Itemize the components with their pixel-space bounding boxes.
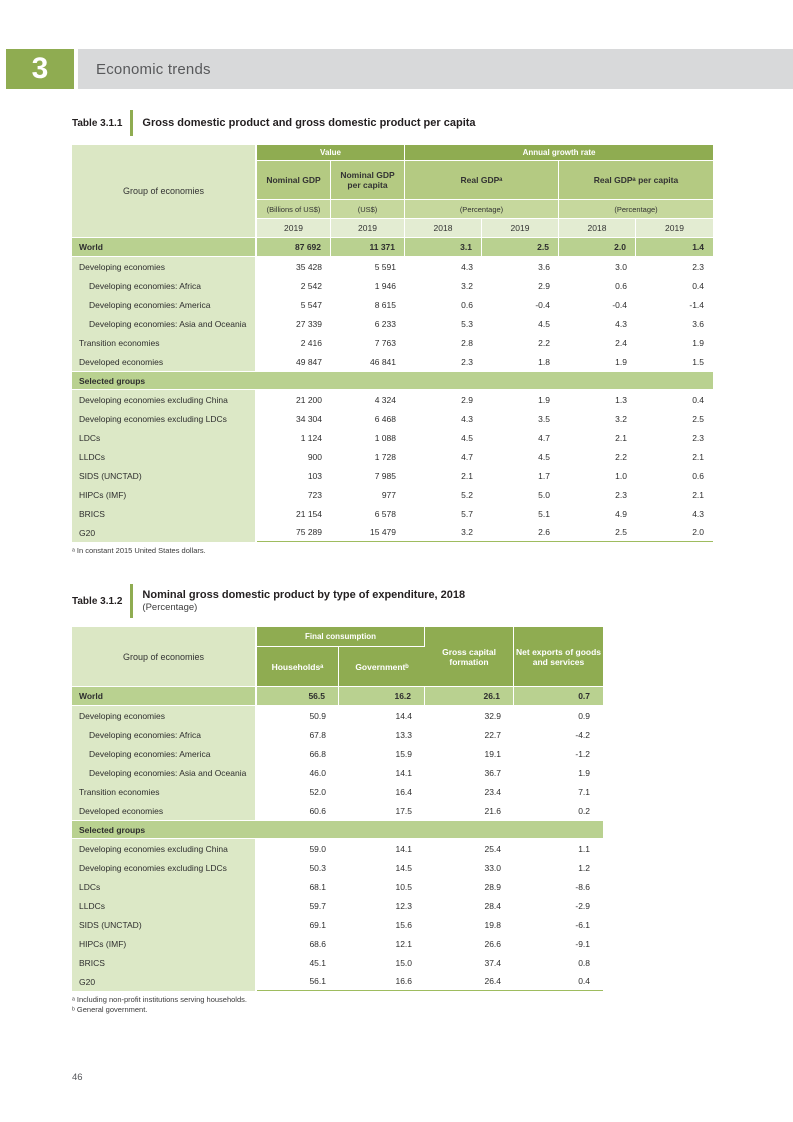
row-label: BRICS xyxy=(72,953,257,972)
data-row xyxy=(72,972,603,991)
cell-value: 50.3 xyxy=(257,858,339,877)
cell-value: 60.6 xyxy=(257,801,339,820)
data-row xyxy=(72,523,713,542)
col-nominal-gdp-per-capita: Nominal GDP per capita xyxy=(331,161,405,200)
cell-value: 4.7 xyxy=(482,428,559,447)
data-row xyxy=(72,744,603,763)
row-label: SIDS (UNCTAD) xyxy=(72,915,257,934)
cell-value: 26.6 xyxy=(425,934,514,953)
cell-value: -9.1 xyxy=(514,934,603,953)
cell-value: 4.3 xyxy=(559,314,636,333)
cell-value: 0.9 xyxy=(514,706,603,725)
cell-value: 13.3 xyxy=(339,725,425,744)
data-row xyxy=(72,333,713,352)
data-row xyxy=(72,409,713,428)
row-label: Developed economies xyxy=(72,352,257,371)
cell-value: 8 615 xyxy=(331,295,405,314)
value-group-header: Value xyxy=(257,145,405,161)
cell-value: 5.7 xyxy=(405,504,482,523)
data-row xyxy=(72,390,713,409)
cell-value: 14.1 xyxy=(339,839,425,858)
section-header-label: Selected groups xyxy=(72,371,713,390)
cell-value: 2.0 xyxy=(559,238,636,257)
data-row xyxy=(72,447,713,466)
col-real-gdp: Real GDPᵃ xyxy=(405,161,559,200)
cell-value: 0.7 xyxy=(514,687,603,706)
cell-value: 46 841 xyxy=(331,352,405,371)
row-label: Developing economies excluding LDCs xyxy=(72,858,257,877)
cell-value: 1.1 xyxy=(514,839,603,858)
cell-value: 21 200 xyxy=(257,390,331,409)
total-row xyxy=(72,238,713,257)
col-nominal-gdp: Nominal GDP xyxy=(257,161,331,200)
cell-value: 1.9 xyxy=(482,390,559,409)
cell-value: 2 542 xyxy=(257,276,331,295)
table-311-footnotes xyxy=(72,546,713,556)
growth-group-header: Annual growth rate xyxy=(405,145,713,161)
page-number: 46 xyxy=(72,1072,83,1083)
cell-value: -4.2 xyxy=(514,725,603,744)
cell-value: -1.2 xyxy=(514,744,603,763)
cell-value: 68.1 xyxy=(257,877,339,896)
row-label: Developing economies excluding LDCs xyxy=(72,409,257,428)
cell-value: 17.5 xyxy=(339,801,425,820)
cell-value: 2.5 xyxy=(636,409,713,428)
data-row xyxy=(72,485,713,504)
cell-value: 1.2 xyxy=(514,858,603,877)
cell-value: 3.0 xyxy=(559,257,636,276)
data-row xyxy=(72,466,713,485)
cell-value: 1.9 xyxy=(514,763,603,782)
row-label: Developing economies: Africa xyxy=(72,276,257,295)
cell-value: 2.2 xyxy=(559,447,636,466)
cell-value: 0.8 xyxy=(514,953,603,972)
cell-value: 6 578 xyxy=(331,504,405,523)
cell-value: 723 xyxy=(257,485,331,504)
cell-value: 36.7 xyxy=(425,763,514,782)
cell-value: 2.5 xyxy=(482,238,559,257)
cell-value: 37.4 xyxy=(425,953,514,972)
row-label: Developing economies: Asia and Oceania xyxy=(72,763,257,782)
cell-value: 35 428 xyxy=(257,257,331,276)
row-label: Developing economies: Asia and Oceania xyxy=(72,314,257,333)
cell-value: 68.6 xyxy=(257,934,339,953)
cell-value: 900 xyxy=(257,447,331,466)
row-label: Developing economies excluding China xyxy=(72,390,257,409)
cell-value: -1.4 xyxy=(636,295,713,314)
cell-value: 1 088 xyxy=(331,428,405,447)
col-real-gdp-per-capita: Real GDPᵃ per capita xyxy=(559,161,713,200)
cell-value: 0.4 xyxy=(514,972,603,991)
cell-value: 19.8 xyxy=(425,915,514,934)
cell-value: 16.4 xyxy=(339,782,425,801)
caption-divider xyxy=(130,584,133,618)
unit-usd: (US$) xyxy=(331,200,405,219)
year-header: 2019 xyxy=(482,219,559,238)
cell-value: 6 233 xyxy=(331,314,405,333)
data-row xyxy=(72,276,713,295)
total-row xyxy=(72,687,603,706)
cell-value: 3.5 xyxy=(482,409,559,428)
cell-value: 1 728 xyxy=(331,447,405,466)
data-row xyxy=(72,858,603,877)
cell-value: 5.3 xyxy=(405,314,482,333)
row-label: Developing economies: America xyxy=(72,744,257,763)
cell-value: 33.0 xyxy=(425,858,514,877)
cell-value: 2 416 xyxy=(257,333,331,352)
cell-value: 1.9 xyxy=(636,333,713,352)
table-311-caption xyxy=(72,110,713,136)
cell-value: 4.3 xyxy=(405,409,482,428)
cell-value: 5.0 xyxy=(482,485,559,504)
cell-value: 28.4 xyxy=(425,896,514,915)
cell-value: 1.7 xyxy=(482,466,559,485)
cell-value: 5 547 xyxy=(257,295,331,314)
cell-value: 28.9 xyxy=(425,877,514,896)
cell-value: 4.5 xyxy=(482,447,559,466)
data-row xyxy=(72,295,713,314)
cell-value: 25.4 xyxy=(425,839,514,858)
row-label: Developing economies excluding China xyxy=(72,839,257,858)
cell-value: 3.2 xyxy=(405,276,482,295)
table-gdp-expenditure xyxy=(72,627,603,991)
cell-value: 0.6 xyxy=(559,276,636,295)
cell-value: 2.8 xyxy=(405,333,482,352)
cell-value: 4.5 xyxy=(405,428,482,447)
cell-value: 2.4 xyxy=(559,333,636,352)
row-label: G20 xyxy=(72,972,257,991)
row-label: Developed economies xyxy=(72,801,257,820)
row-label: World xyxy=(72,238,257,257)
row-label: Developing economies: Africa xyxy=(72,725,257,744)
unit-percentage: (Percentage) xyxy=(559,200,713,219)
table-312-label: Table 3.1.2 xyxy=(72,595,123,607)
row-label: Transition economies xyxy=(72,782,257,801)
cell-value: 2.3 xyxy=(559,485,636,504)
row-label: SIDS (UNCTAD) xyxy=(72,466,257,485)
table-312-block xyxy=(72,584,603,1015)
cell-value: 3.6 xyxy=(482,257,559,276)
row-label: LLDCs xyxy=(72,896,257,915)
cell-value: -0.4 xyxy=(559,295,636,314)
cell-value: 5 591 xyxy=(331,257,405,276)
cell-value: 6 468 xyxy=(331,409,405,428)
cell-value: 1.4 xyxy=(636,238,713,257)
cell-value: 5.1 xyxy=(482,504,559,523)
cell-value: 26.1 xyxy=(425,687,514,706)
chapter-number: 3 xyxy=(6,49,74,89)
cell-value: 3.1 xyxy=(405,238,482,257)
row-label: LDCs xyxy=(72,877,257,896)
cell-value: 2.9 xyxy=(405,390,482,409)
footnote: ᵃ In constant 2015 United States dollars. xyxy=(72,546,206,555)
group-of-economies-header: Group of economies xyxy=(72,627,257,687)
cell-value: 15.9 xyxy=(339,744,425,763)
group-of-economies-header: Group of economies xyxy=(72,145,257,238)
cell-value: 0.4 xyxy=(636,390,713,409)
data-row xyxy=(72,352,713,371)
cell-value: 14.1 xyxy=(339,763,425,782)
cell-value: 1 124 xyxy=(257,428,331,447)
cell-value: 87 692 xyxy=(257,238,331,257)
cell-value: 7.1 xyxy=(514,782,603,801)
cell-value: 12.3 xyxy=(339,896,425,915)
cell-value: 4.7 xyxy=(405,447,482,466)
cell-value: 1.5 xyxy=(636,352,713,371)
cell-value: 0.6 xyxy=(405,295,482,314)
cell-value: 3.2 xyxy=(405,523,482,542)
year-header: 2019 xyxy=(636,219,713,238)
row-label: Transition economies xyxy=(72,333,257,352)
row-label: World xyxy=(72,687,257,706)
cell-value: 2.9 xyxy=(482,276,559,295)
final-consumption-group-header: Final consumption xyxy=(257,627,425,647)
cell-value: 0.6 xyxy=(636,466,713,485)
cell-value: 2.3 xyxy=(405,352,482,371)
cell-value: 2.0 xyxy=(636,523,713,542)
unit-percentage: (Percentage) xyxy=(405,200,559,219)
cell-value: 11 371 xyxy=(331,238,405,257)
data-row xyxy=(72,725,603,744)
cell-value: 4.3 xyxy=(405,257,482,276)
table-312-title: Nominal gross domestic product by type of expenditure, 2018 xyxy=(142,589,466,601)
cell-value: 45.1 xyxy=(257,953,339,972)
row-label: LDCs xyxy=(72,428,257,447)
data-row xyxy=(72,953,603,972)
cell-value: 23.4 xyxy=(425,782,514,801)
unit-billions-usd: (Billions of US$) xyxy=(257,200,331,219)
table-311-label: Table 3.1.1 xyxy=(72,117,123,129)
cell-value: 977 xyxy=(331,485,405,504)
cell-value: 56.5 xyxy=(257,687,339,706)
cell-value: -0.4 xyxy=(482,295,559,314)
cell-value: 50.9 xyxy=(257,706,339,725)
cell-value: -2.9 xyxy=(514,896,603,915)
cell-value: 75 289 xyxy=(257,523,331,542)
section-header-label: Selected groups xyxy=(72,820,603,839)
cell-value: 66.8 xyxy=(257,744,339,763)
cell-value: 69.1 xyxy=(257,915,339,934)
section-row xyxy=(72,371,713,390)
year-header: 2018 xyxy=(559,219,636,238)
cell-value: 1 946 xyxy=(331,276,405,295)
col-households: Householdsᵃ xyxy=(257,647,339,687)
cell-value: 5.2 xyxy=(405,485,482,504)
table-312-footnotes xyxy=(72,995,603,1015)
data-row xyxy=(72,428,713,447)
cell-value: 1.3 xyxy=(559,390,636,409)
cell-value: 1.0 xyxy=(559,466,636,485)
year-header: 2019 xyxy=(331,219,405,238)
cell-value: 7 985 xyxy=(331,466,405,485)
cell-value: 4 324 xyxy=(331,390,405,409)
cell-value: 14.5 xyxy=(339,858,425,877)
row-label: G20 xyxy=(72,523,257,542)
cell-value: 22.7 xyxy=(425,725,514,744)
cell-value: -6.1 xyxy=(514,915,603,934)
row-label: BRICS xyxy=(72,504,257,523)
cell-value: 2.1 xyxy=(636,447,713,466)
cell-value: 15 479 xyxy=(331,523,405,542)
data-row xyxy=(72,257,713,276)
cell-value: 49 847 xyxy=(257,352,331,371)
cell-value: 2.1 xyxy=(636,485,713,504)
cell-value: 21 154 xyxy=(257,504,331,523)
cell-value: 10.5 xyxy=(339,877,425,896)
row-label: LLDCs xyxy=(72,447,257,466)
cell-value: 46.0 xyxy=(257,763,339,782)
cell-value: 34 304 xyxy=(257,409,331,428)
cell-value: 0.4 xyxy=(636,276,713,295)
cell-value: 59.0 xyxy=(257,839,339,858)
chapter-header xyxy=(0,49,793,89)
cell-value: 2.1 xyxy=(559,428,636,447)
cell-value: 15.6 xyxy=(339,915,425,934)
data-row xyxy=(72,877,603,896)
row-label: Developing economies xyxy=(72,257,257,276)
chapter-title: Economic trends xyxy=(96,60,211,78)
cell-value: 2.3 xyxy=(636,428,713,447)
cell-value: 2.6 xyxy=(482,523,559,542)
data-row xyxy=(72,504,713,523)
year-header: 2018 xyxy=(405,219,482,238)
col-gross-capital-formation: Gross capital formation xyxy=(425,627,514,687)
cell-value: 27 339 xyxy=(257,314,331,333)
cell-value: 2.1 xyxy=(405,466,482,485)
row-label: Developing economies: America xyxy=(72,295,257,314)
table-312-subtitle: (Percentage) xyxy=(142,602,198,613)
year-header: 2019 xyxy=(257,219,331,238)
cell-value: 52.0 xyxy=(257,782,339,801)
cell-value: 12.1 xyxy=(339,934,425,953)
data-row xyxy=(72,915,603,934)
cell-value: 59.7 xyxy=(257,896,339,915)
row-label: Developing economies xyxy=(72,706,257,725)
table-311-block xyxy=(72,110,713,556)
footnote: ᵃ Including non-profit institutions serving households. xyxy=(72,995,247,1004)
cell-value: 0.2 xyxy=(514,801,603,820)
cell-value: 2.3 xyxy=(636,257,713,276)
cell-value: 3.2 xyxy=(559,409,636,428)
cell-value: 2.2 xyxy=(482,333,559,352)
row-label: HIPCs (IMF) xyxy=(72,485,257,504)
data-row xyxy=(72,839,603,858)
cell-value: 56.1 xyxy=(257,972,339,991)
cell-value: 16.6 xyxy=(339,972,425,991)
cell-value: 4.3 xyxy=(636,504,713,523)
cell-value: 32.9 xyxy=(425,706,514,725)
data-row xyxy=(72,934,603,953)
data-row xyxy=(72,763,603,782)
table-312-caption xyxy=(72,584,603,618)
col-net-exports: Net exports of goods and services xyxy=(514,627,603,687)
data-row xyxy=(72,782,603,801)
col-government: Governmentᵇ xyxy=(339,647,425,687)
cell-value: 1.8 xyxy=(482,352,559,371)
cell-value: 2.5 xyxy=(559,523,636,542)
cell-value: 21.6 xyxy=(425,801,514,820)
chapter-title-bar xyxy=(78,49,793,89)
cell-value: 16.2 xyxy=(339,687,425,706)
row-label: HIPCs (IMF) xyxy=(72,934,257,953)
cell-value: 4.5 xyxy=(482,314,559,333)
cell-value: 1.9 xyxy=(559,352,636,371)
table-gdp xyxy=(72,145,713,542)
table-311-title: Gross domestic product and gross domestic product per capita xyxy=(142,116,476,129)
footnote: ᵇ General government. xyxy=(72,1005,148,1014)
cell-value: -8.6 xyxy=(514,877,603,896)
cell-value: 3.6 xyxy=(636,314,713,333)
cell-value: 15.0 xyxy=(339,953,425,972)
cell-value: 67.8 xyxy=(257,725,339,744)
data-row xyxy=(72,314,713,333)
data-row xyxy=(72,706,603,725)
cell-value: 14.4 xyxy=(339,706,425,725)
cell-value: 103 xyxy=(257,466,331,485)
cell-value: 19.1 xyxy=(425,744,514,763)
cell-value: 4.9 xyxy=(559,504,636,523)
cell-value: 7 763 xyxy=(331,333,405,352)
data-row xyxy=(72,896,603,915)
data-row xyxy=(72,801,603,820)
cell-value: 26.4 xyxy=(425,972,514,991)
caption-divider xyxy=(130,110,133,136)
section-row xyxy=(72,820,603,839)
